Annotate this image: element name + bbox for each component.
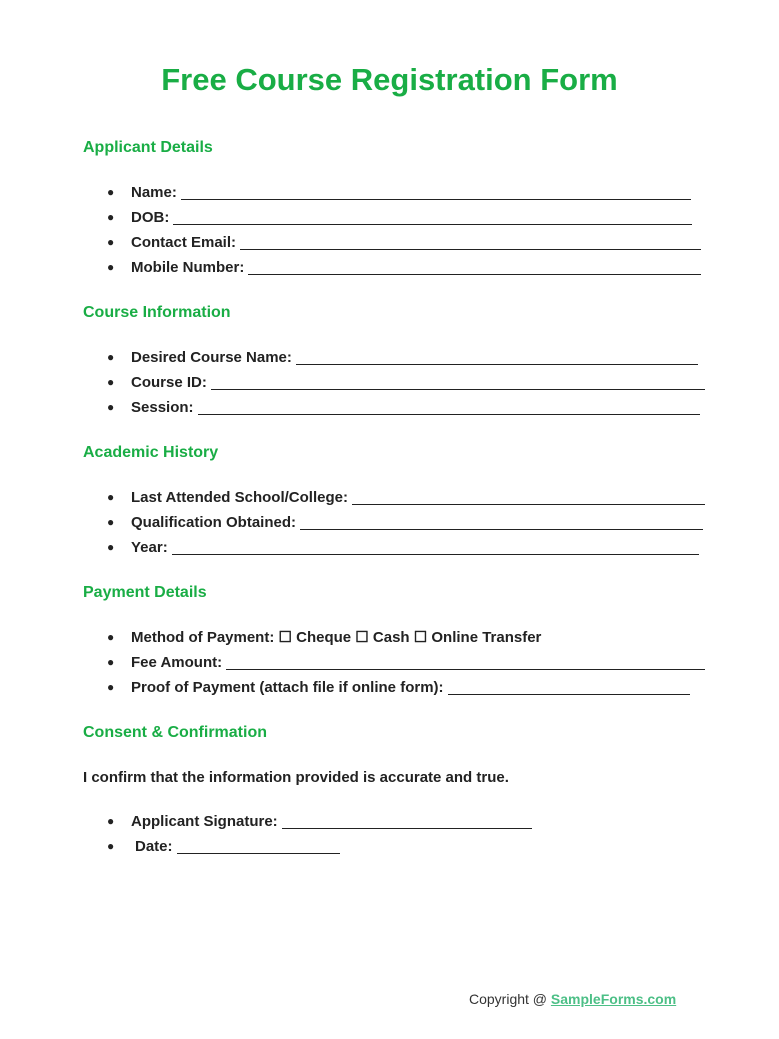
section-heading: Course Information bbox=[83, 304, 231, 321]
sampleforms-link[interactable]: SampleForms.com bbox=[550, 991, 677, 1007]
field-label: Applicant Signature: bbox=[131, 813, 278, 830]
field-blank-line[interactable] bbox=[211, 373, 705, 390]
field-label: Proof of Payment (attach file if online form): bbox=[131, 679, 444, 696]
form-field bbox=[107, 255, 701, 280]
form-field bbox=[107, 625, 723, 650]
field-blank-line[interactable] bbox=[300, 513, 703, 530]
field-blank-line[interactable] bbox=[172, 538, 699, 555]
field-label: Desired Course Name: bbox=[131, 349, 292, 366]
form-field bbox=[107, 205, 692, 230]
form-field bbox=[107, 180, 691, 205]
confirmation-statement: I confirm that the information provided is accurate and true. bbox=[83, 769, 509, 786]
form-field bbox=[107, 809, 532, 834]
bullet-icon: ● bbox=[107, 400, 115, 414]
section-applicant-details bbox=[83, 135, 723, 280]
field-blank-line[interactable] bbox=[296, 348, 698, 365]
section-heading: Applicant Details bbox=[83, 139, 213, 156]
field-label: Course ID: bbox=[131, 374, 207, 391]
field-label: Name: bbox=[131, 184, 177, 201]
field-label: Fee Amount: bbox=[131, 654, 223, 671]
bullet-icon: ● bbox=[107, 680, 115, 694]
field-label: Last Attended School/College: bbox=[131, 489, 348, 506]
field-blank-line[interactable] bbox=[177, 837, 340, 854]
form-field bbox=[107, 650, 705, 675]
bullet-icon: ● bbox=[107, 210, 115, 224]
section-payment-details bbox=[83, 580, 723, 700]
section-heading: Payment Details bbox=[83, 584, 207, 601]
field-blank-line[interactable] bbox=[226, 653, 705, 670]
bullet-icon: ● bbox=[107, 839, 115, 853]
field-blank-line[interactable] bbox=[352, 488, 705, 505]
field-blank-line[interactable] bbox=[240, 233, 701, 250]
section-academic-history bbox=[83, 440, 723, 560]
form-field bbox=[107, 834, 340, 859]
bullet-icon: ● bbox=[107, 490, 115, 504]
field-label: Method of Payment: ☐ Cheque ☐ Cash ☐ Online Transfer bbox=[131, 629, 542, 646]
bullet-icon: ● bbox=[107, 814, 115, 828]
field-blank-line[interactable] bbox=[181, 183, 691, 200]
copyright-text: Copyright @ bbox=[469, 991, 551, 1007]
field-label: Mobile Number: bbox=[131, 259, 245, 276]
section-consent-confirmation bbox=[83, 720, 723, 859]
field-label: Contact Email: bbox=[131, 234, 237, 251]
bullet-icon: ● bbox=[107, 515, 115, 529]
form-field bbox=[107, 345, 698, 370]
field-blank-line[interactable] bbox=[198, 398, 700, 415]
page-title: Free Course Registration Form bbox=[161, 62, 618, 97]
form-content bbox=[83, 135, 723, 879]
field-blank-line[interactable] bbox=[282, 812, 532, 829]
section-course-information bbox=[83, 300, 723, 420]
field-label: Year: bbox=[131, 539, 168, 556]
form-field bbox=[107, 230, 701, 255]
field-label: Session: bbox=[131, 399, 194, 416]
bullet-icon: ● bbox=[107, 260, 115, 274]
form-field bbox=[107, 675, 690, 700]
form-field bbox=[107, 485, 705, 510]
bullet-icon: ● bbox=[107, 540, 115, 554]
bullet-icon: ● bbox=[107, 185, 115, 199]
field-label: Qualification Obtained: bbox=[131, 514, 297, 531]
form-field bbox=[107, 395, 700, 420]
field-blank-line[interactable] bbox=[173, 208, 692, 225]
form-field bbox=[107, 370, 705, 395]
section-heading: Academic History bbox=[83, 444, 219, 461]
copyright-footer bbox=[469, 991, 676, 1007]
field-blank-line[interactable] bbox=[448, 678, 690, 695]
form-field bbox=[107, 535, 699, 560]
field-blank-line[interactable] bbox=[248, 258, 701, 275]
field-label: Date: bbox=[135, 838, 173, 855]
bullet-icon: ● bbox=[107, 375, 115, 389]
bullet-icon: ● bbox=[107, 235, 115, 249]
section-heading: Consent & Confirmation bbox=[83, 724, 267, 741]
bullet-icon: ● bbox=[107, 655, 115, 669]
bullet-icon: ● bbox=[107, 350, 115, 364]
bullet-icon: ● bbox=[107, 630, 115, 644]
field-label: DOB: bbox=[131, 209, 170, 226]
form-field bbox=[107, 510, 703, 535]
